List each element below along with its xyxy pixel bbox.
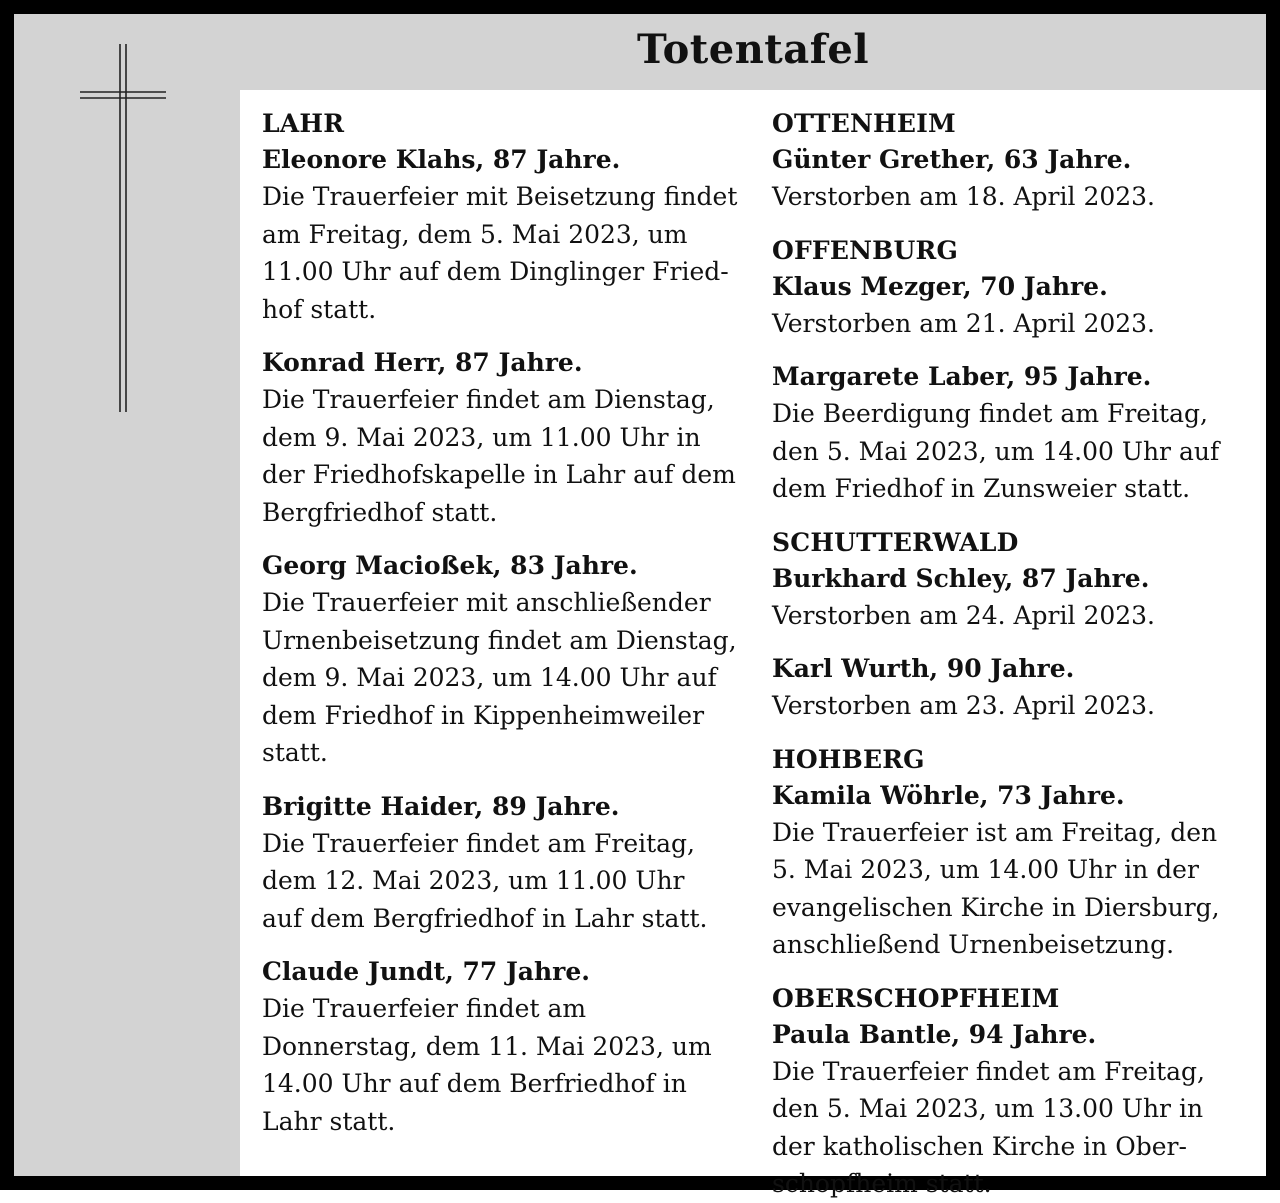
place-heading: LAHR — [262, 109, 345, 138]
service-details — [262, 990, 742, 1140]
detail-line: auf dem Bergfriedhof in Lahr statt. — [262, 903, 708, 933]
deceased-name: Burkhard Schley, 87 Jahre. — [772, 563, 1150, 593]
detail-line: Die Trauerfeier findet am Freitag, — [772, 1056, 1206, 1086]
detail-line: Die Trauerfeier mit Beisetzung findet — [262, 182, 738, 211]
place-heading: SCHUTTERWALD — [772, 527, 1019, 557]
deceased-name: Karl Wurth, 90 Jahre. — [772, 654, 1075, 683]
obituary-entry — [262, 954, 742, 1140]
detail-line: der katholischen Kirche in Ober- — [772, 1131, 1187, 1161]
obituary-entry — [772, 142, 1258, 216]
obituary-panel — [240, 90, 1266, 1198]
obituary-entry — [772, 651, 1258, 725]
detail-line: Die Trauerfeier findet am — [262, 994, 587, 1023]
place-section — [772, 981, 1258, 1203]
detail-line: Verstorben am 23. April 2023. — [772, 691, 1156, 720]
detail-line: 5. Mai 2023, um 14.00 Uhr in der — [772, 855, 1199, 884]
detail-line: statt. — [262, 738, 328, 767]
service-details — [772, 1053, 1258, 1203]
place-heading: OFFENBURG — [772, 235, 959, 265]
obituary-entry — [262, 142, 742, 328]
service-details — [262, 825, 742, 938]
detail-line: Donnerstag, dem 11. Mai 2023, um — [262, 1031, 712, 1061]
obituary-entry — [772, 561, 1258, 635]
place-heading: OBERSCHOPFHEIM — [772, 983, 1060, 1013]
place-section — [772, 233, 1258, 508]
detail-line: dem Friedhof in Kippenheimweiler — [262, 700, 705, 730]
detail-line: Lahr statt. — [262, 1106, 396, 1136]
page-title: Totentafel — [636, 26, 870, 73]
deceased-name: Konrad Herr, 87 Jahre. — [262, 348, 583, 377]
service-details — [772, 597, 1258, 635]
detail-line: Verstorben am 21. April 2023. — [772, 308, 1156, 338]
detail-line: anschließend Urnenbeisetzung. — [772, 930, 1175, 959]
detail-line: den 5. Mai 2023, um 13.00 Uhr in — [772, 1094, 1204, 1123]
detail-line: Bergfriedhof statt. — [262, 497, 498, 527]
detail-line: schopfheim statt. — [772, 1169, 992, 1198]
deceased-name: Paula Bantle, 94 Jahre. — [772, 1019, 1097, 1049]
detail-line: der Friedhofskapelle in Lahr auf dem — [262, 460, 736, 489]
column-right — [772, 106, 1258, 1203]
detail-line: evangelischen Kirche in Diersburg, — [772, 892, 1220, 922]
service-details — [772, 395, 1258, 508]
service-details — [772, 305, 1258, 343]
obituary-entry — [262, 548, 742, 772]
place-section — [772, 106, 1258, 216]
service-details — [262, 381, 742, 531]
service-details — [772, 178, 1258, 216]
deceased-name: Claude Jundt, 77 Jahre. — [262, 957, 590, 986]
detail-line: Verstorben am 18. April 2023. — [772, 182, 1156, 211]
place-section — [772, 525, 1258, 725]
obituary-entry — [772, 269, 1258, 343]
service-details — [262, 178, 742, 328]
obituary-entry — [772, 359, 1258, 508]
deceased-name: Kamila Wöhrle, 73 Jahre. — [772, 780, 1125, 810]
detail-line: den 5. Mai 2023, um 14.00 Uhr auf — [772, 436, 1220, 466]
detail-line: Die Trauerfeier findet am Dienstag, — [262, 385, 715, 414]
place-section — [262, 106, 742, 1140]
detail-line: Die Beerdigung findet am Freitag, — [772, 399, 1208, 428]
detail-line: 14.00 Uhr auf dem Berfriedhof in — [262, 1069, 687, 1098]
detail-line: 11.00 Uhr auf dem Dinglinger Fried- — [262, 257, 729, 286]
detail-line: dem 9. Mai 2023, um 11.00 Uhr in — [262, 422, 701, 452]
obituary-entry — [262, 789, 742, 938]
deceased-name: Klaus Mezger, 70 Jahre. — [772, 271, 1108, 301]
place-section — [772, 742, 1258, 964]
detail-line: Die Trauerfeier findet am Freitag, — [262, 828, 696, 858]
deceased-name: Brigitte Haider, 89 Jahre. — [262, 791, 620, 821]
service-details — [262, 584, 742, 772]
place-heading: OTTENHEIM — [772, 109, 956, 138]
detail-line: Urnenbeisetzung findet am Dienstag, — [262, 625, 737, 655]
deceased-name: Eleonore Klahs, 87 Jahre. — [262, 145, 621, 174]
detail-line: Die Trauerfeier ist am Freitag, den — [772, 817, 1218, 847]
obituary-entry — [772, 778, 1258, 964]
deceased-name: Günter Grether, 63 Jahre. — [772, 145, 1132, 174]
detail-line: dem 12. Mai 2023, um 11.00 Uhr — [262, 866, 685, 895]
detail-line: dem 9. Mai 2023, um 14.00 Uhr auf — [262, 663, 717, 692]
obituary-entry — [772, 1017, 1258, 1203]
obituary-entry — [262, 345, 742, 531]
detail-line: Verstorben am 24. April 2023. — [772, 600, 1156, 630]
column-left — [262, 106, 742, 1140]
place-heading: HOHBERG — [772, 744, 925, 774]
detail-line: hof statt. — [262, 294, 377, 324]
deceased-name: Margarete Laber, 95 Jahre. — [772, 362, 1152, 391]
deceased-name: Georg Macioßek, 83 Jahre. — [262, 551, 638, 580]
service-details — [772, 814, 1258, 964]
detail-line: Die Trauerfeier mit anschließender — [262, 588, 711, 617]
cross-icon — [78, 42, 178, 414]
detail-line: dem Friedhof in Zunsweier statt. — [772, 474, 1191, 503]
service-details — [772, 687, 1258, 725]
detail-line: am Freitag, dem 5. Mai 2023, um — [262, 219, 688, 249]
